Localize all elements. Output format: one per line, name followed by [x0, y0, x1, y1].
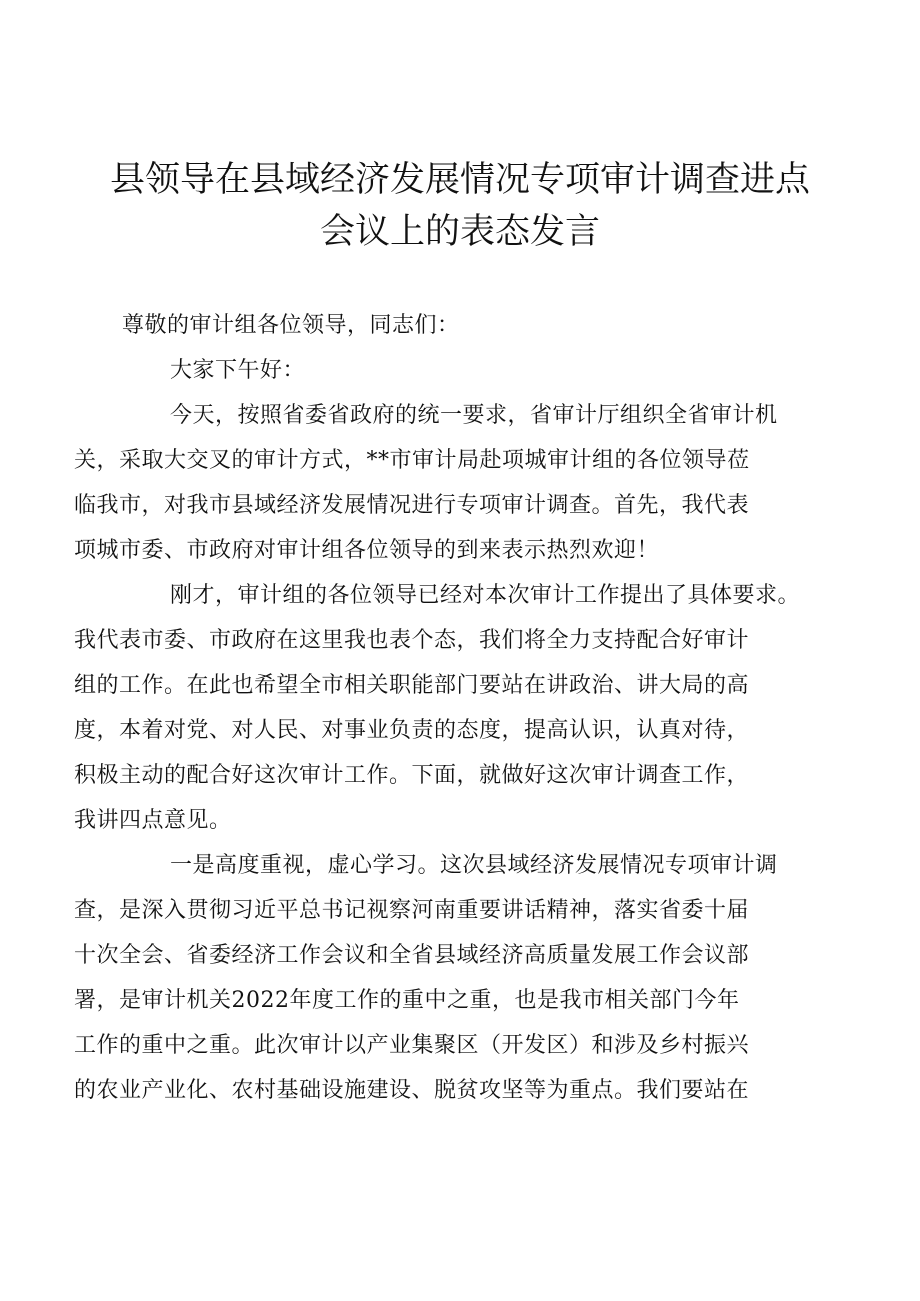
- paragraph-2: [74, 573, 822, 843]
- paragraph-line: 工作的重中之重。此次审计以产业集聚区（开发区）和涉及乡村振兴: [74, 1033, 750, 1058]
- paragraph-line: 度，本着对党、对人民、对事业负责的态度，提高认识，认真对待，: [74, 718, 750, 743]
- paragraph-line: 关，采取大交叉的审计方式，**市审计局赴项城审计组的各位领导莅: [74, 448, 750, 473]
- salutation: 尊敬的审计组各位领导，同志们：: [122, 313, 460, 338]
- greeting: 大家下午好：: [170, 358, 306, 383]
- document-body: [74, 303, 822, 1113]
- paragraph-line: 临我市，对我市县域经济发展情况进行专项审计调查。首先，我代表: [74, 493, 750, 518]
- paragraph-line: 我代表市委、市政府在这里我也表个态，我们将全力支持配合好审计: [74, 628, 750, 653]
- paragraph-3: [74, 843, 822, 1113]
- paragraph-line: 组的工作。在此也希望全市相关职能部门要站在讲政治、讲大局的高: [74, 673, 750, 698]
- paragraph-line: 署，是审计机关2022年度工作的重中之重，也是我市相关部门今年: [74, 988, 740, 1013]
- paragraph-line: 积极主动的配合好这次审计工作。下面，就做好这次审计调查工作，: [74, 763, 750, 788]
- paragraph-line: 的农业产业化、农村基础设施建设、脱贫攻坚等为重点。我们要站在: [74, 1078, 750, 1103]
- document-title-line-1: 县领导在县域经济发展情况专项审计调查进点: [109, 160, 810, 200]
- paragraph-line: 刚才，审计组的各位领导已经对本次审计工作提出了具体要求。: [170, 583, 801, 608]
- paragraph-line: 项城市委、市政府对审计组各位领导的到来表示热烈欢迎！: [74, 538, 660, 563]
- paragraph-line: 今天，按照省委省政府的统一要求，省审计厅组织全省审计机: [170, 403, 778, 428]
- paragraph-line: 十次全会、省委经济工作会议和全省县域经济高质量发展工作会议部: [74, 943, 750, 968]
- paragraph-line: 我讲四点意见。: [74, 808, 232, 833]
- paragraph-1: [74, 393, 822, 573]
- document-title-line-2: 会议上的表态发言: [319, 212, 600, 252]
- paragraph-line: 一是高度重视，虚心学习。这次县域经济发展情况专项审计调: [170, 853, 778, 878]
- paragraph-line: 查，是深入贯彻习近平总书记视察河南重要讲话精神，落实省委十届: [74, 898, 750, 923]
